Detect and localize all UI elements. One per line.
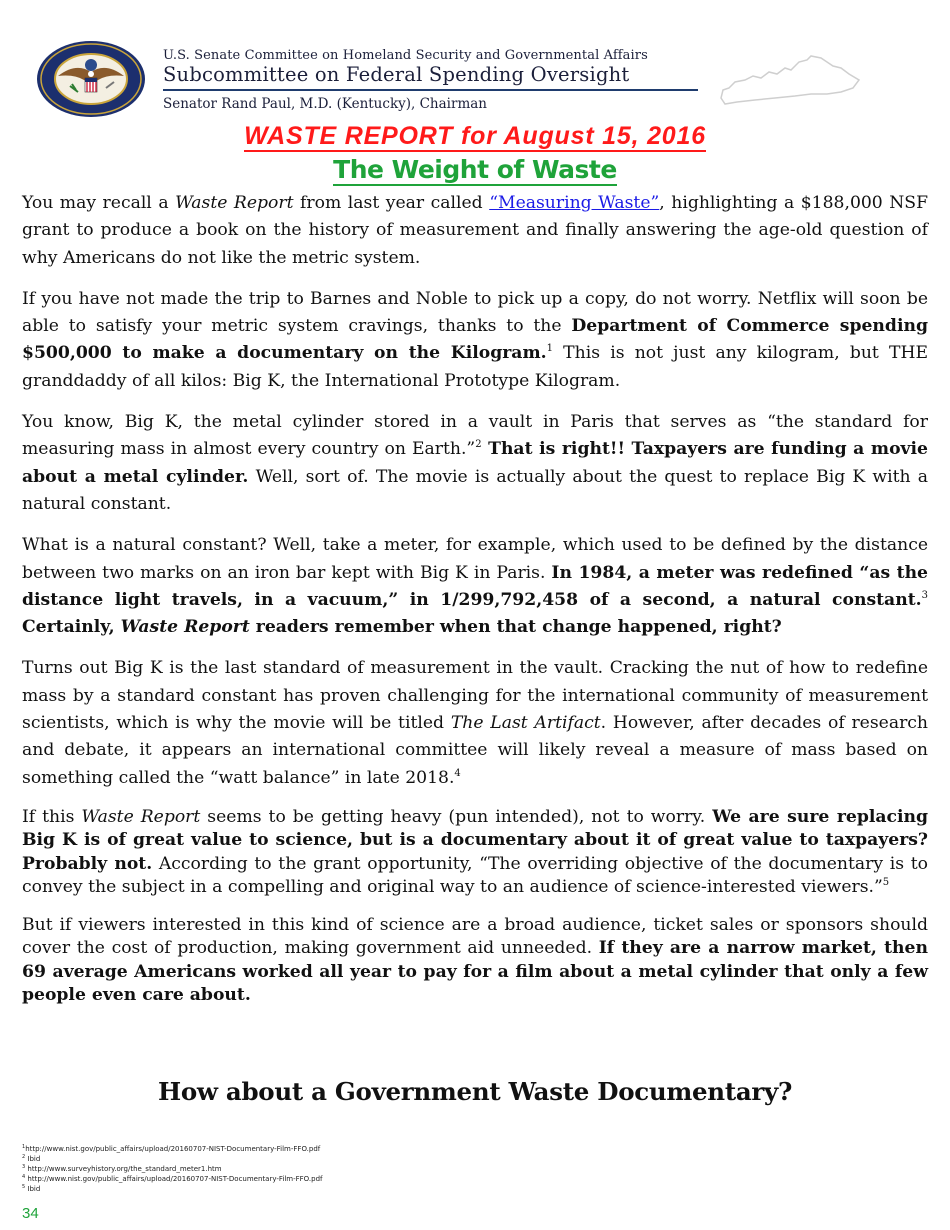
paragraph-1: You may recall a Waste Report from last year called “Measuring Waste”, highlighting a $188,000 NSF grant to produce a book on the history of measurement and finally answering the age-old question of why Americans do not like the metric system. xyxy=(22,193,928,268)
page-number: 34 xyxy=(22,1205,39,1222)
senate-seal-icon xyxy=(36,40,146,118)
kentucky-map-icon xyxy=(715,52,865,108)
letterhead-text xyxy=(163,48,703,113)
footnotes xyxy=(22,1144,622,1194)
closing-heading: How about a Government Waste Documentary? xyxy=(157,1077,793,1106)
footnote-ref-3: 3 xyxy=(921,589,928,601)
footnote-ref-5: 5 xyxy=(882,877,890,889)
report-title: WASTE REPORT for August 15, 2016 xyxy=(244,122,706,150)
footnote-5: $^5$ Ibid xyxy=(22,1184,41,1193)
footnote-ref-4: 4 xyxy=(454,767,461,779)
letterhead xyxy=(0,0,950,120)
subcommittee-name: Subcommittee on Federal Spending Oversight xyxy=(163,63,630,86)
footnote-ref-2: 2 xyxy=(475,439,482,451)
footnote-2: $^2$ Ibid xyxy=(22,1154,41,1163)
footnote-1: $^1$http://www.nist.gov/public_affairs/upload/20160707-NIST-Documentary-Film-FFO.pdf xyxy=(22,1144,321,1153)
footnote-ref-1: 1 xyxy=(546,343,553,355)
paragraph-7: But if viewers interested in this kind of science are a broad audience, ticket sales or sponsors should cover the cost of production, making government aid unneeded. If they are a narrow market, then 69 average Americans worked all year to pay for a film about a metal cylinder that only a few people even care about. xyxy=(22,914,928,1006)
footnote-4: $^4$ http://www.nist.gov/public_affairs/upload/20160707-NIST-Documentary-Film-FFO.pdf xyxy=(22,1174,323,1183)
report-body xyxy=(22,190,928,1022)
chairman-name: Senator Rand Paul, M.D. (Kentucky), Chairman xyxy=(163,96,487,112)
paragraph-2: If you have not made the trip to Barnes and Noble to pick up a copy, do not worry. Netflix will soon be able to satisfy your metric system cravings, thanks to the Department of Commerce spending $500,000 to make a documentary on the Kilogram.$^1$ This is not just any kilogram, but THE granddaddy of all kilos: Big K, the International Prototype Kilogram. xyxy=(22,288,928,391)
letterhead-divider xyxy=(163,89,698,91)
footnote-3: $^3$ http://www.surveyhistory.org/the_standard_meter1.htm xyxy=(22,1164,222,1173)
report-subtitle: The Weight of Waste xyxy=(333,155,617,184)
paragraph-3: You know, Big K, the metal cylinder stored in a vault in Paris that serves as “the standard for measuring mass in almost every country on Earth.”$^2$ That is right!! Taxpayers are funding a movie about a metal cylinder. Well, sort of. The movie is actually about the quest to replace Big K with a natural constant. xyxy=(22,412,928,514)
paragraph-5: Turns out Big K is the last standard of measurement in the vault. Cracking the nut of how to redefine mass by a standard constant has proven challenging for the international community of measurement scientists, which is why the movie will be titled The Last Artifact. However, after decades of research and debate, it appears an international committee will likely reveal a measure of mass based on something called the “watt balance” in late 2018.$^4$ xyxy=(22,658,928,788)
paragraph-4: What is a natural constant? Well, take a meter, for example, which used to be defined by the distance between two marks on an iron bar kept with Big K in Paris. In 1984, a meter was redefined “as the distance light travels, in a vacuum,” in 1/299,792,458 of a second, a natural constant.$^3$ Certainly, Waste Report readers remember when that change happened, right? xyxy=(22,535,928,638)
measuring-waste-link[interactable]: “Measuring Waste” xyxy=(489,193,660,213)
committee-name: U.S. Senate Committee on Homeland Security and Governmental Affairs xyxy=(163,48,648,63)
paragraph-6: If this Waste Report seems to be getting heavy (pun intended), not to worry. We are sure replacing Big K is of great value to science, but is a documentary about it of great value to taxpayers? Probably not. According to the grant opportunity, “The overriding objective of the documentary is to convey the subject in a compelling and original way to an audience of science-interested viewers.”$^5$ xyxy=(22,806,929,898)
